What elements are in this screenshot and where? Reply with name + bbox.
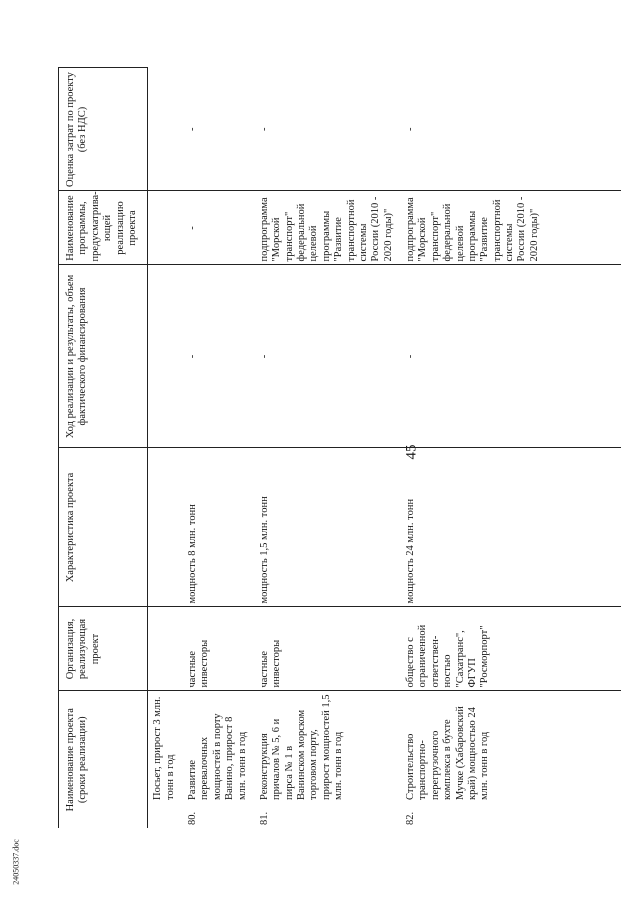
project-characteristic: мощность 8 млн. тонн bbox=[185, 448, 257, 607]
header-organization: Организация, реализующая проект bbox=[59, 607, 148, 691]
project-program: подпрограмма "Морской транспорт" федеральной целевой программы "Развитие транспортной системы России (2010 - 2020 годы)" bbox=[257, 191, 403, 265]
page-number: 45 bbox=[403, 444, 420, 460]
project-program: - bbox=[185, 191, 257, 265]
project-program: подпрограмма "Морской транспорт" федеральной целевой программы "Развитие транспортной системы России (2010 - 2020 годы)" bbox=[403, 191, 621, 265]
row-number: 82. bbox=[405, 811, 416, 825]
project-progress: - bbox=[403, 265, 621, 448]
project-organization bbox=[148, 607, 185, 691]
table-row bbox=[403, 68, 621, 828]
project-progress bbox=[148, 265, 185, 448]
project-name: Развитие перевалочных мощностей в порту Ванино, прирост 8 млн. тонн в год bbox=[187, 713, 248, 800]
table-header-row bbox=[59, 68, 148, 828]
row-number: 80. bbox=[187, 811, 198, 825]
project-characteristic bbox=[148, 448, 185, 607]
project-cost bbox=[148, 68, 185, 191]
table-row bbox=[185, 68, 257, 828]
row-number bbox=[152, 800, 177, 825]
header-cost: Оценка затрат по проекту (без НДС) bbox=[59, 68, 148, 191]
project-organization: частные инвесторы bbox=[185, 607, 257, 691]
projects-table bbox=[58, 68, 621, 829]
project-characteristic: мощность 1,5 млн. тонн bbox=[257, 448, 403, 607]
projects-table-rotated bbox=[58, 68, 540, 828]
header-characteristic: Характеристика проекта bbox=[59, 448, 148, 607]
footer-filename: 24050337.doc bbox=[11, 839, 21, 885]
project-cost: - bbox=[257, 68, 403, 191]
project-name: Посьет, прирост 3 млн. тонн в год bbox=[152, 696, 176, 800]
project-name: Реконструкция причалов № 5, 6 и пирса № 1 в Ванинском морском торговом порту, прирост мощностей 1,5 млн. тонн в год bbox=[258, 694, 345, 800]
project-program bbox=[148, 191, 185, 265]
project-name: Строительство транспортно-перегрузочного комплекса в бухте Мучке (Хабаровский край) мощностью 24 млн. тонн в год bbox=[405, 706, 491, 800]
project-cost: - bbox=[185, 68, 257, 191]
project-progress: - bbox=[257, 265, 403, 448]
project-characteristic: мощность 24 млн. тонн bbox=[403, 448, 621, 607]
project-organization: частные инвесторы bbox=[257, 607, 403, 691]
header-progress: Ход реализации и результаты, объем фактического финансирования bbox=[59, 265, 148, 448]
header-program: Наименование программы, предусматрива- ющей реализацию проекта bbox=[59, 191, 148, 265]
project-progress: - bbox=[185, 265, 257, 448]
project-organization: общество с ограниченной ответствен- ностью "Сахатранс", ФГУП "Росморпорт" bbox=[403, 607, 621, 691]
row-number: 81. bbox=[258, 811, 270, 825]
project-cost: - bbox=[403, 68, 621, 191]
table-row bbox=[257, 68, 403, 828]
table-row bbox=[148, 68, 185, 828]
header-name: Наименование проекта (сроки реализации) bbox=[59, 691, 148, 828]
